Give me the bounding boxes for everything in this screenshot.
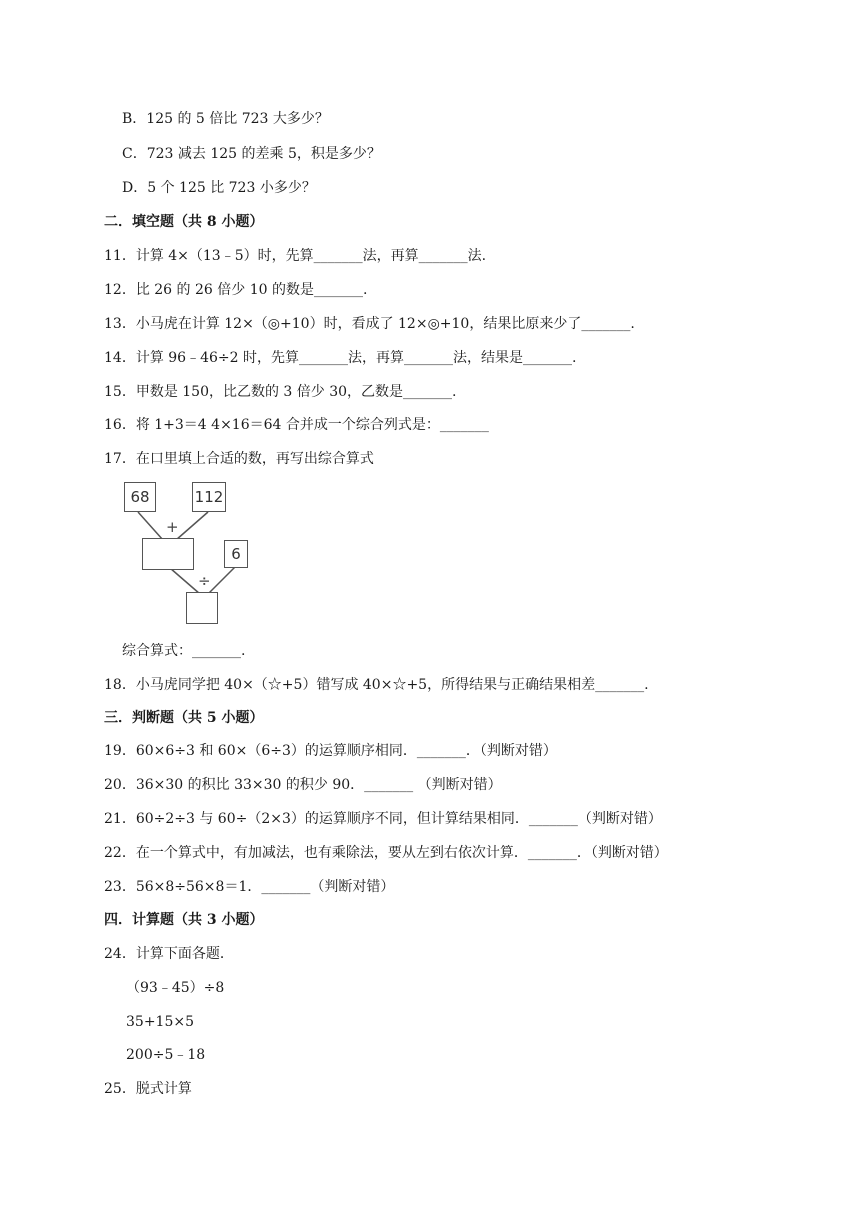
- calc-item-2: 35+15×5: [126, 1014, 194, 1030]
- plus-operator: +: [166, 518, 179, 536]
- question-14: 14．计算 96﹣46÷2 时，先算_______法，再算_______法，结果是_______.: [104, 350, 577, 366]
- question-19: 19．60×6÷3 和 60×（6÷3）的运算顺序相同．_______．（判断对错）: [104, 743, 557, 759]
- calculation-tree-figure: [120, 478, 256, 626]
- question-21: 21．60÷2÷3 与 60÷（2×3）的运算顺序不同，但计算结果相同．_______（判断对错）: [104, 811, 662, 827]
- question-24: 24．计算下面各题．: [104, 946, 234, 962]
- section-heading-true-false: 三．判断题（共 5 小题）: [104, 710, 264, 726]
- question-16: 16．将 1+3＝4 4×16＝64 合并成一个综合列式是：_______: [104, 417, 489, 433]
- divide-operator: ÷: [198, 572, 211, 590]
- option-b: B．125 的 5 倍比 723 大多少？: [122, 111, 329, 127]
- calc-item-1: （93﹣45）÷8: [126, 980, 225, 996]
- question-13: 13．小马虎在计算 12×（◎+10）时，看成了 12×◎+10，结果比原来少了_______.: [104, 316, 635, 332]
- question-25: 25．脱式计算: [104, 1081, 192, 1097]
- question-18: 18．小马虎同学把 40×（☆+5）错写成 40×☆+5，所得结果与正确结果相差_______.: [104, 677, 649, 693]
- question-11: 11．计算 4×（13﹣5）时，先算_______法，再算_______法.: [104, 248, 487, 264]
- tree-box-result-blank[interactable]: [186, 592, 218, 624]
- section-heading-calculation: 四．计算题（共 3 小题）: [104, 912, 264, 928]
- tree-box-112: 112: [192, 482, 226, 512]
- option-c: C．723 减去 125 的差乘 5，积是多少？: [122, 146, 381, 162]
- question-17: 17．在口里填上合适的数，再写出综合算式: [104, 451, 374, 467]
- option-d: D．5 个 125 比 723 小多少？: [122, 180, 316, 196]
- question-12: 12．比 26 的 26 倍少 10 的数是_______.: [104, 282, 368, 298]
- combined-expression-answer: 综合算式：_______.: [122, 643, 246, 659]
- tree-box-6: 6: [224, 540, 248, 568]
- tree-box-68: 68: [124, 482, 156, 512]
- question-20: 20．36×30 的积比 33×30 的积少 90．_______ （判断对错）: [104, 777, 502, 793]
- section-heading-fill-blank: 二．填空题（共 8 小题）: [104, 214, 264, 230]
- question-23: 23．56×8÷56×8＝1．_______（判断对错）: [104, 879, 395, 895]
- tree-box-sum-blank[interactable]: [142, 538, 194, 570]
- calc-item-3: 200÷5﹣18: [126, 1047, 206, 1063]
- question-22: 22．在一个算式中，有加减法，也有乘除法，要从左到右依次计算．_______．（判断对错）: [104, 845, 668, 861]
- question-15: 15．甲数是 150，比乙数的 3 倍少 30，乙数是_______.: [104, 384, 457, 400]
